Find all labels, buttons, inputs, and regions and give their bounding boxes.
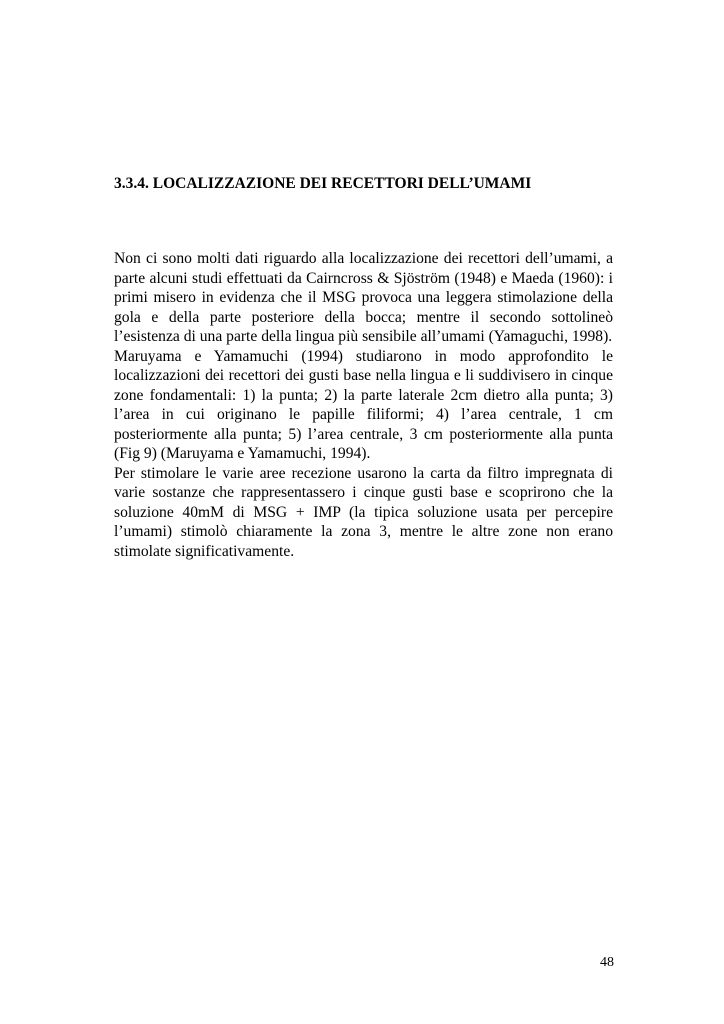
page-number: 48 [600, 955, 614, 970]
body-text [114, 249, 613, 561]
paragraph-2: Maruyama e Yamamuchi (1994) studiarono in modo approfondito le localizzazioni dei recettori dei gusti base nella lingua e li suddivisero in cinque zone fondamentali: 1) la punta; 2) la parte laterale 2cm dietro alla punta; 3) l’area in cui originano le papille filiformi; 4) l’area centrale, 1 cm posteriormente alla punta; 5) l’area centrale, 3 cm posteriormente alla punta (Fig 9) (Maruyama e Yamamuchi, 1994). [114, 347, 613, 462]
section-heading: 3.3.4. LOCALIZZAZIONE DEI RECETTORI DELL’UMAMI [114, 175, 532, 192]
paragraph-3: Per stimolare le varie aree recezione usarono la carta da filtro impregnata di varie sostanze che rappresentassero i cinque gusti base e scoprirono che la soluzione 40mM di MSG + IMP (la tipica soluzione usata per percepire l’umami) stimolò chiaramente la zona 3, mentre le altre zone non erano stimolate significativamente. [114, 464, 613, 560]
paragraph-1: Non ci sono molti dati riguardo alla localizzazione dei recettori dell’umami, a parte alcuni studi effettuati da Cairncross & Sjöström (1948) e Maeda (1960): i primi misero in evidenza che il MSG provoca una leggera stimolazione della gola e della parte posteriore della bocca; mentre il secondo sottolineò l’esistenza di una parte della lingua più sensibile all’umami (Yamaguchi, 1998). [114, 250, 613, 345]
